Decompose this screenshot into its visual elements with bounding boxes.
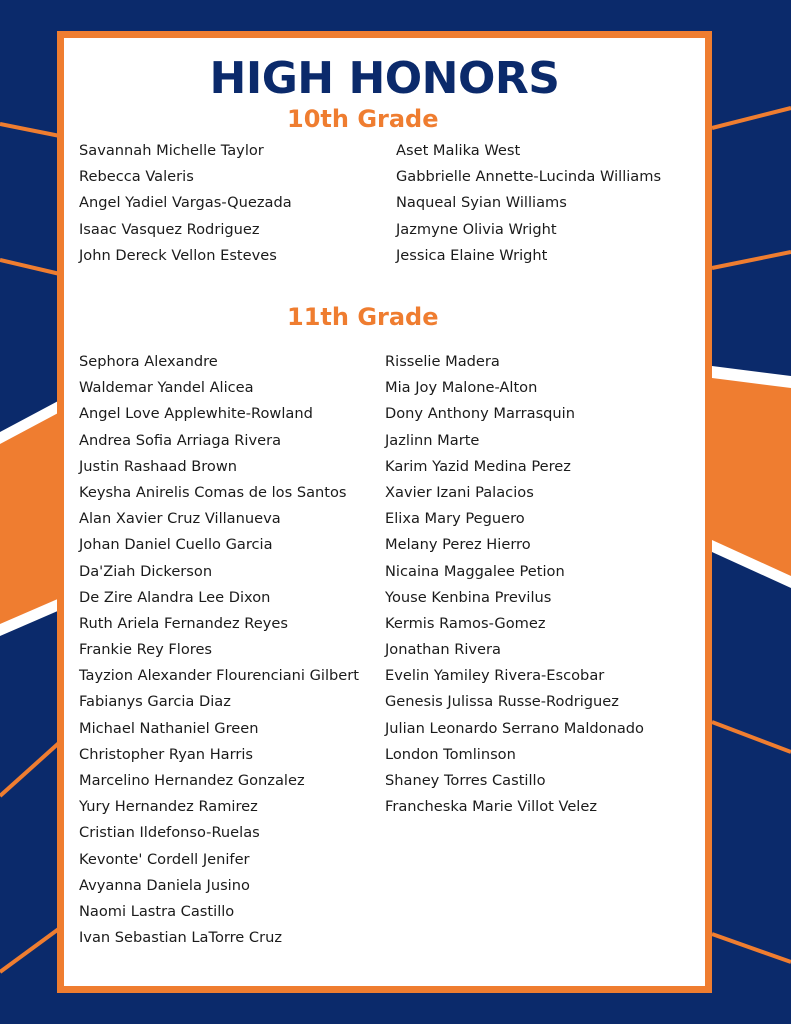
list-item: Youse Kenbina Previlus — [385, 588, 552, 606]
list-item: Alan Xavier Cruz Villanueva — [79, 510, 281, 528]
list-item: London Tomlinson — [385, 745, 516, 763]
list-item: Mia Joy Malone-Alton — [385, 379, 538, 397]
list-item: Naqueal Syian Williams — [396, 194, 567, 212]
list-item: Angel Love Applewhite-Rowland — [79, 405, 313, 423]
list-item: Waldemar Yandel Alicea — [79, 379, 254, 397]
list-item: Yury Hernandez Ramirez — [79, 798, 258, 816]
list-item: Gabbrielle Annette-Lucinda Williams — [396, 168, 662, 186]
list-item: Angel Yadiel Vargas-Quezada — [79, 194, 292, 212]
list-item: Melany Perez Hierro — [385, 536, 531, 554]
list-item: Cristian Ildefonso-Ruelas — [79, 824, 260, 842]
list-item: De Zire Alandra Lee Dixon — [79, 588, 271, 606]
page-title: HIGH HONORS — [209, 53, 560, 104]
grade-11-heading: 11th Grade — [287, 303, 439, 331]
list-item: Sephora Alexandre — [79, 353, 218, 370]
list-item: Andrea Sofia Arriaga Rivera — [79, 431, 282, 449]
list-item: Aset Malika West — [396, 142, 521, 159]
list-item: Justin Rashaad Brown — [79, 457, 238, 475]
list-item: Kevonte' Cordell Jenifer — [79, 850, 250, 868]
list-item: Savannah Michelle Taylor — [79, 142, 264, 159]
list-item: Julian Leonardo Serrano Maldonado — [385, 719, 644, 737]
list-item: Jazmyne Olivia Wright — [396, 220, 557, 238]
list-item: Shaney Torres Castillo — [385, 772, 546, 789]
list-item: Evelin Yamiley Rivera-Escobar — [385, 667, 605, 685]
list-item: John Dereck Vellon Esteves — [79, 246, 277, 264]
list-item: Jonathan Rivera — [385, 641, 501, 659]
list-item: Frankie Rey Flores — [79, 641, 213, 659]
list-item: Marcelino Hernandez Gonzalez — [79, 772, 305, 789]
list-item: Tayzion Alexander Flourenciani Gilbert — [79, 667, 359, 685]
list-item: Jessica Elaine Wright — [396, 246, 548, 264]
list-item: Da'Ziah Dickerson — [79, 562, 213, 580]
list-item: Johan Daniel Cuello Garcia — [79, 536, 273, 554]
list-item: Ruth Ariela Fernandez Reyes — [79, 614, 288, 632]
list-item: Kermis Ramos-Gomez — [385, 614, 546, 632]
grade-10-right-list — [396, 138, 661, 269]
list-item: Naomi Lastra Castillo — [79, 902, 235, 920]
list-item: Keysha Anirelis Comas de los Santos — [79, 483, 347, 501]
list-item: Dony Anthony Marrasquin — [385, 405, 575, 423]
honors-card — [57, 31, 712, 993]
list-item: Elixa Mary Peguero — [385, 510, 525, 528]
grade-10-left-list — [79, 138, 292, 269]
grade-11-left-list — [79, 349, 359, 951]
list-item: Karim Yazid Medina Perez — [385, 457, 571, 475]
list-item: Genesis Julissa Russe-Rodriguez — [385, 693, 619, 711]
list-item: Michael Nathaniel Green — [79, 719, 259, 737]
list-item: Rebecca Valeris — [79, 168, 194, 186]
list-item: Francheska Marie Villot Velez — [385, 798, 598, 816]
list-item: Xavier Izani Palacios — [385, 483, 534, 501]
grade-10-heading: 10th Grade — [287, 105, 439, 133]
list-item: Isaac Vasquez Rodriguez — [79, 220, 260, 238]
list-item: Risselie Madera — [385, 353, 500, 370]
list-item: Nicaina Maggalee Petion — [385, 562, 565, 580]
list-item: Fabianys Garcia Diaz — [79, 693, 231, 711]
list-item: Christopher Ryan Harris — [79, 745, 254, 763]
left-orange-band — [0, 412, 60, 624]
grade-11-right-list — [385, 349, 644, 820]
list-item: Avyanna Daniela Jusino — [79, 876, 250, 894]
list-item: Jazlinn Marte — [385, 431, 480, 449]
list-item: Ivan Sebastian LaTorre Cruz — [79, 929, 283, 947]
